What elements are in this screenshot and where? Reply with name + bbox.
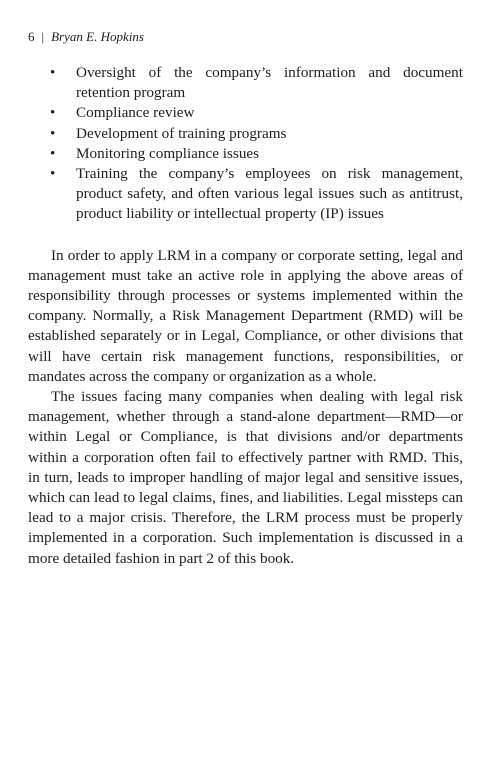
body-paragraph: In order to apply LRM in a company or corporate setting, legal and management must take an active role in applying the above areas of responsibility through processes or systems implemented within the company. Normally, a Risk Management Department (RMD) will be established separately or in Legal, Compliance, or other divisions that will have certain risk management functions, responsibilities, or mandates across the company or organization as a whole. [28,246,463,385]
bullet-icon: • [50,144,56,162]
bullet-list [28,63,463,225]
bullet-item [28,103,463,123]
bullet-icon: • [50,165,56,183]
bullet-icon: • [50,124,56,142]
bullet-text: Compliance review [76,104,195,122]
header-author: Bryan E. Hopkins [51,29,144,44]
bullet-item [28,63,463,103]
bullet-text: Training the company’s employees on risk management, product safety, and often various legal issues such as antitrust, product liability or intellectual property (IP) issues [76,165,463,223]
bullet-item [28,164,463,225]
page-body [28,63,463,569]
bullet-text: Monitoring compliance issues [76,144,260,162]
page-number: 6 [28,29,35,44]
bullet-text: Development of training programs [76,124,287,142]
running-header [28,29,144,45]
header-separator: | [41,29,45,44]
section-spacer [28,225,463,246]
bullet-icon: • [50,104,56,122]
bullet-icon: • [50,64,56,81]
body-paragraph: The issues facing many companies when dealing with legal risk management, whether through a stand-alone department—RMD—or within Legal or Compliance, is that divisions and/or departments within a corporation often fail to effectively partner with RMD. This, in turn, leads to improper handling of major legal and sensitive issues, which can lead to legal claims, fines, and liabilities. Legal missteps can lead to a major crisis. Therefore, the LRM process must be properly implemented in a corporation. Such implementation is discussed in a more detailed fashion in part 2 of this book. [28,388,463,567]
bullet-item [28,144,463,164]
bullet-item [28,124,463,144]
bullet-text: Oversight of the company’s information and document retention program [76,64,463,102]
